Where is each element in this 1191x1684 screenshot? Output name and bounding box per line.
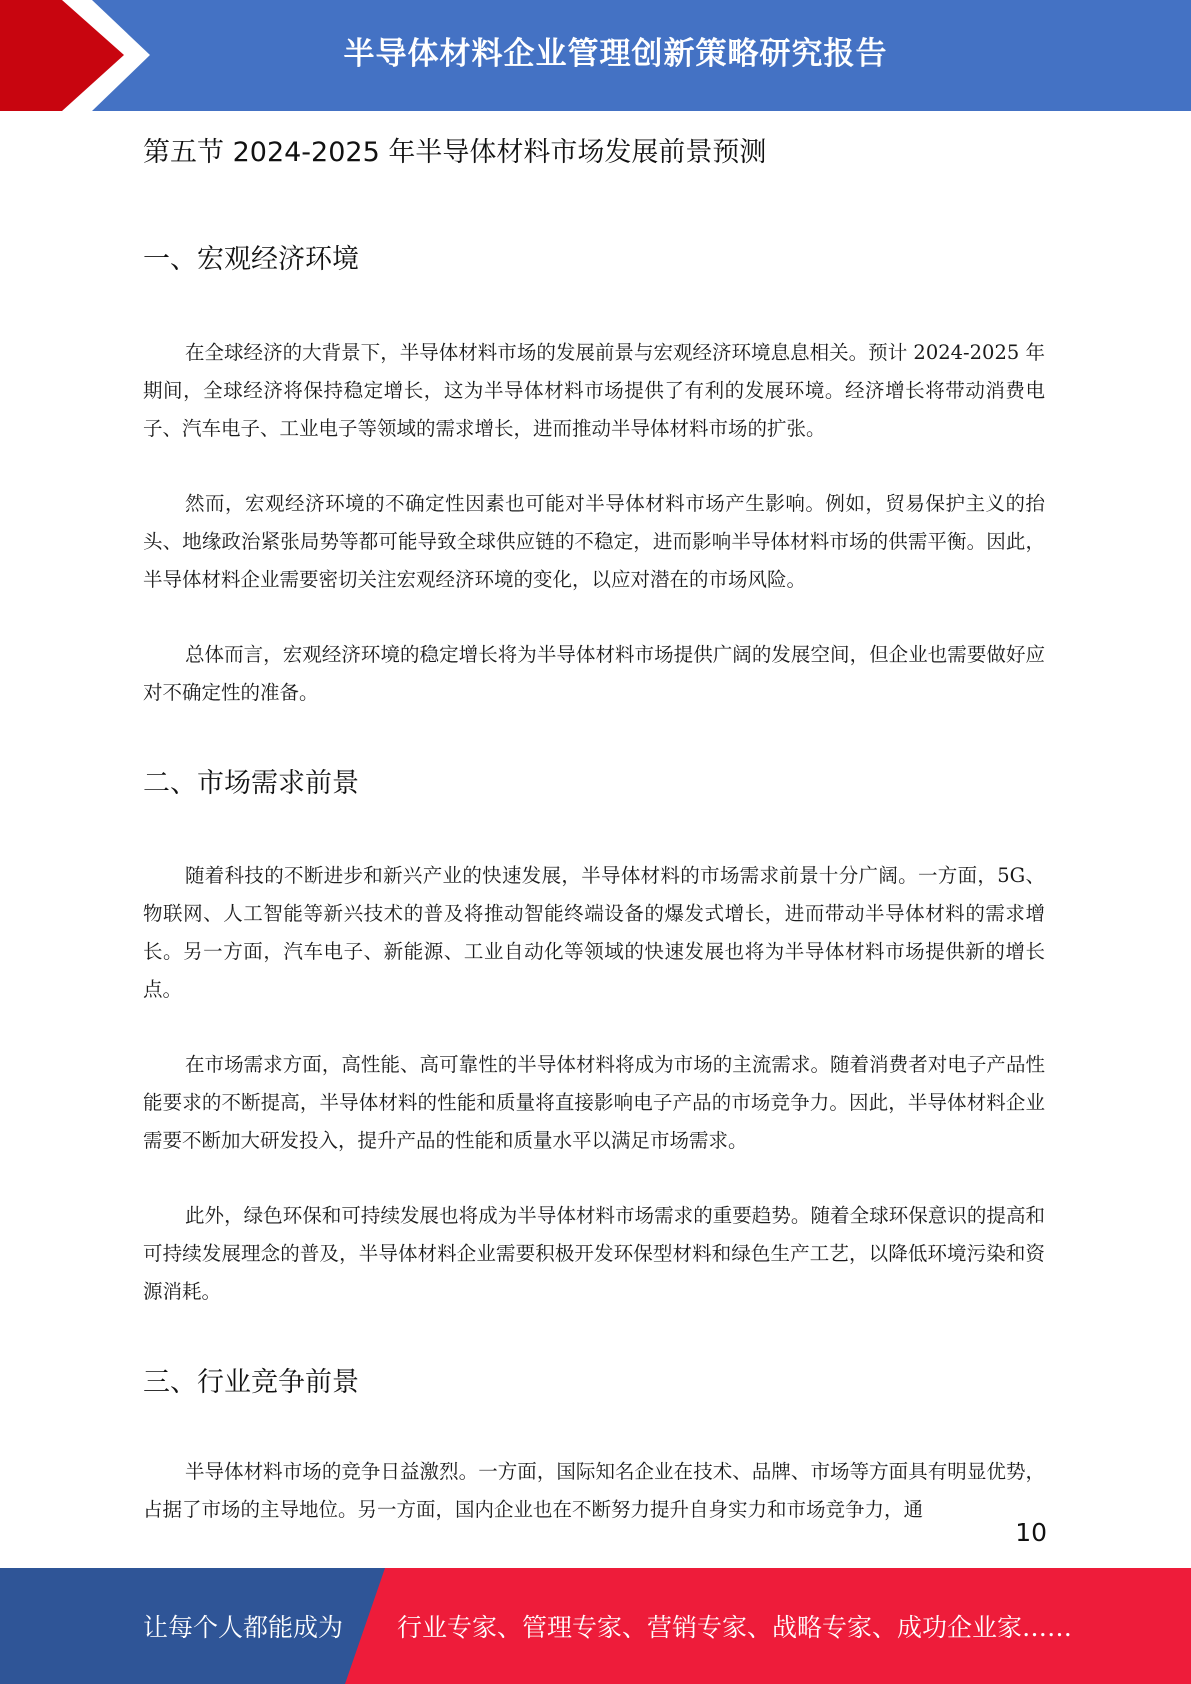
page-number: 10 (1015, 1518, 1047, 1547)
report-title: 半导体材料企业管理创新策略研究报告 (343, 35, 888, 72)
paragraph: 在市场需求方面，高性能、高可靠性的半导体材料将成为市场的主流需求。随着消费者对电子产品性能要求的不断提高，半导体材料的性能和质量将直接影响电子产品的市场竞争力。因此，半导体材料企业需要不断加大研发投入，提升产品的性能和质量水平以满足市场需求。 (143, 1053, 1045, 1152)
paragraph: 半导体材料市场的竞争日益激烈。一方面，国际知名企业在技术、品牌、市场等方面具有明显优势，占据了市场的主导地位。另一方面，国内企业也在不断努力提升自身实力和市场竞争力，通 (143, 1460, 1045, 1521)
paragraph: 总体而言，宏观经济环境的稳定增长将为半导体材料市场提供广阔的发展空间，但企业也需要做好应对不确定性的准备。 (143, 643, 1045, 704)
heading-industry-competition: 三、行业竞争前景 (143, 1367, 359, 1398)
footer-slogan-right: 行业专家、管理专家、营销专家、战略专家、成功企业家…… (397, 1613, 1073, 1642)
page-header (0, 0, 1191, 111)
paragraph: 随着科技的不断进步和新兴产业的快速发展，半导体材料的市场需求前景十分广阔。一方面，5G、物联网、人工智能等新兴技术的普及将推动智能终端设备的爆发式增长，进而带动半导体材料的需求增长。另一方面，汽车电子、新能源、工业自动化等领域的快速发展也将为半导体材料市场提供新的增长点。 (143, 864, 1045, 1001)
page-footer (0, 1568, 1191, 1684)
paragraph: 然而，宏观经济环境的不确定性因素也可能对半导体材料市场产生影响。例如，贸易保护主义的抬头、地缘政治紧张局势等都可能导致全球供应链的不稳定，进而影响半导体材料市场的供需平衡。因此，半导体材料企业需要密切关注宏观经济环境的变化，以应对潜在的市场风险。 (143, 492, 1045, 591)
paragraph: 在全球经济的大背景下，半导体材料市场的发展前景与宏观经济环境息息相关。预计 2024-2025 年期间，全球经济将保持稳定增长，这为半导体材料市场提供了有利的发展环境。经济增长将带动消费电子、汽车电子、工业电子等领域的需求增长，进而推动半导体材料市场的扩张。 (143, 341, 1045, 440)
paragraph: 此外，绿色环保和可持续发展也将成为半导体材料市场需求的重要趋势。随着全球环保意识的提高和可持续发展理念的普及，半导体材料企业需要积极开发环保型材料和绿色生产工艺，以降低环境污染和资源消耗。 (143, 1204, 1045, 1303)
section-title: 第五节 2024-2025 年半导体材料市场发展前景预测 (143, 137, 767, 168)
heading-market-demand: 二、市场需求前景 (143, 768, 359, 799)
heading-macro-economy: 一、宏观经济环境 (143, 244, 359, 275)
footer-slogan-left: 让每个人都能成为 (143, 1613, 344, 1642)
